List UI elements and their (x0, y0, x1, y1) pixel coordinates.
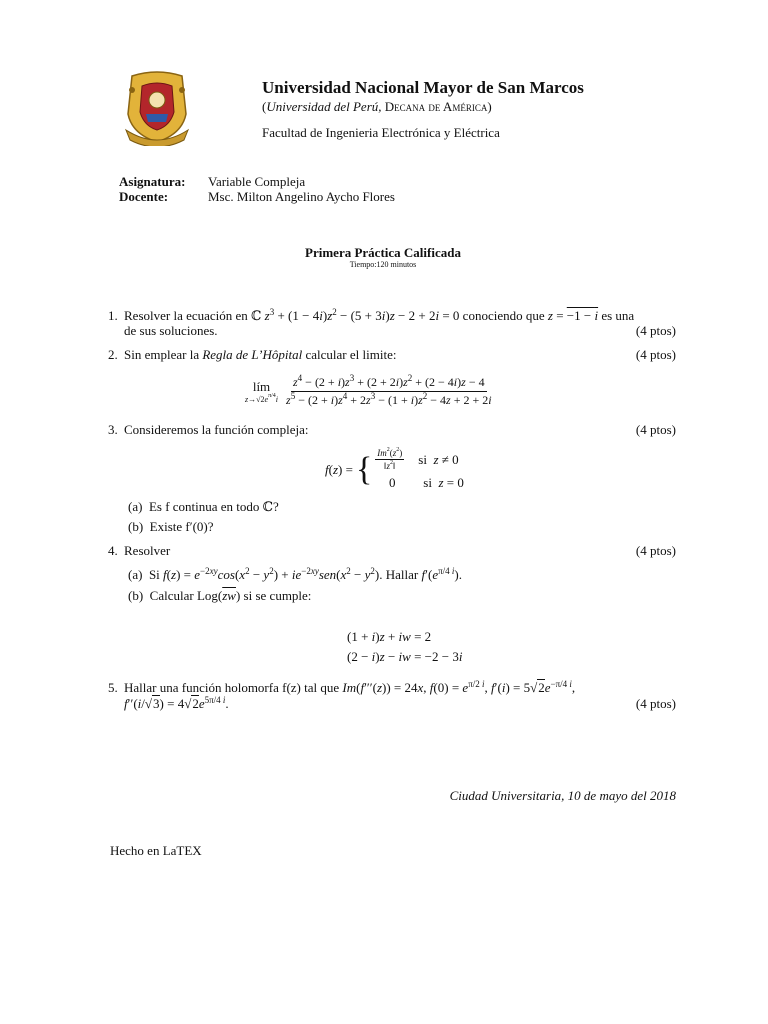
problem-4-part-a: (a) Si $f(z) = e^{-2xy}\cos(x^2 - y^2) + ie^{-2xy}sen(x^2 - y^2)$. Hallar $f'(e^{\pi/4 i})$. (128, 566, 462, 582)
exam-title-block (240, 245, 526, 269)
header (262, 78, 622, 141)
university-subtitle: (Universidad del Perú, Decana de América) (262, 99, 492, 114)
system-eq-1: (1 + i)z + iw = 2 (347, 629, 432, 644)
problem-1-line2: de sus soluciones. (124, 323, 218, 338)
problem-3-part-a: (a) Es f continua en todo ℂ? (128, 499, 279, 514)
problem-3-part-b: (b) Existe f′(0)? (128, 519, 214, 534)
problem-4-part-b: (b) Calcular $Log(\overline{zw})$ si se cumple: (128, 588, 312, 603)
problem-3-number: 3. (108, 422, 118, 437)
problem-2-number: 2. (108, 347, 118, 362)
limit-expression: lím $z\to√2e^{\pi/4}i$ $\frac{z^4 - (2 + i)z^3 + (2 + 2i)z^2 + (2 - 4i)z - 4}{z^5 - (2 + i)z^4 + 2z^3 - (1 + i)z^2 - 4z + 2 + 2i}$ (245, 373, 492, 407)
university-seal-logo (122, 70, 192, 146)
teacher-label: Docente: (119, 189, 169, 204)
teacher-value: Msc. Milton Angelino Aycho Flores (208, 189, 395, 204)
made-with-latex: Hecho en LaTEX (110, 843, 202, 858)
subject-label: Asignatura: (119, 174, 186, 189)
problem-2-points: (4 ptos) (635, 347, 676, 362)
university-name: Universidad Nacional Mayor de San Marcos (262, 78, 584, 97)
problem-2-text: Sin emplear la Regla de L’Hôpital calcular el limite: (124, 347, 397, 362)
course-info (119, 174, 395, 204)
exam-title: Primera Práctica Calificada (305, 245, 461, 260)
problem-4-points: (4 ptos) (635, 543, 676, 558)
faculty-name: Facultad de Ingenieria Electrónica y Eléctrica (262, 125, 500, 140)
problem-4-text: Resolver (124, 543, 171, 558)
problem-5-line2: $f''(i/√3) = 4√2e^{5\pi/4 i}$. (124, 695, 229, 711)
problem-5-number: 5. (108, 680, 118, 695)
problem-number: 1. (108, 308, 118, 323)
problem-4-number: 4. (108, 543, 118, 558)
system-eq-2: (2 − i)z − iw = −2 − 3i (347, 649, 463, 664)
piecewise-function: f(z) = { $\frac{Im^2(z^2)}{‖z^2‖}$ si z ≠ 0 0 si z = 0 (325, 447, 464, 490)
exam-time: Tiempo:120 minutos (349, 260, 417, 269)
subject-value: Variable Compleja (208, 174, 306, 189)
place-date: Ciudad Universitaria, 10 de mayo del 2018 (449, 788, 676, 803)
problem-5-points: (4 ptos) (635, 696, 676, 711)
problem-3-text: Consideremos la función compleja: (124, 422, 309, 437)
problem-5-text: Hallar una función holomorfa f(z) tal que Im(f′′′(z)) = 24x, $f(0) = e^{\pi/2 i}$, $f'(i) = 5√2e^{-\pi/4 i}$, (124, 679, 576, 695)
problem-3-points: (4 ptos) (635, 422, 676, 437)
problem-text: Resolver la ecuación en ℂ $z^3 + (1 - 4i)z^2 - (5 + 3i)z - 2 + 2i = 0$ conociendo que z = −1 − i es una (124, 307, 635, 323)
problem-1-points: (4 ptos) (635, 323, 676, 338)
